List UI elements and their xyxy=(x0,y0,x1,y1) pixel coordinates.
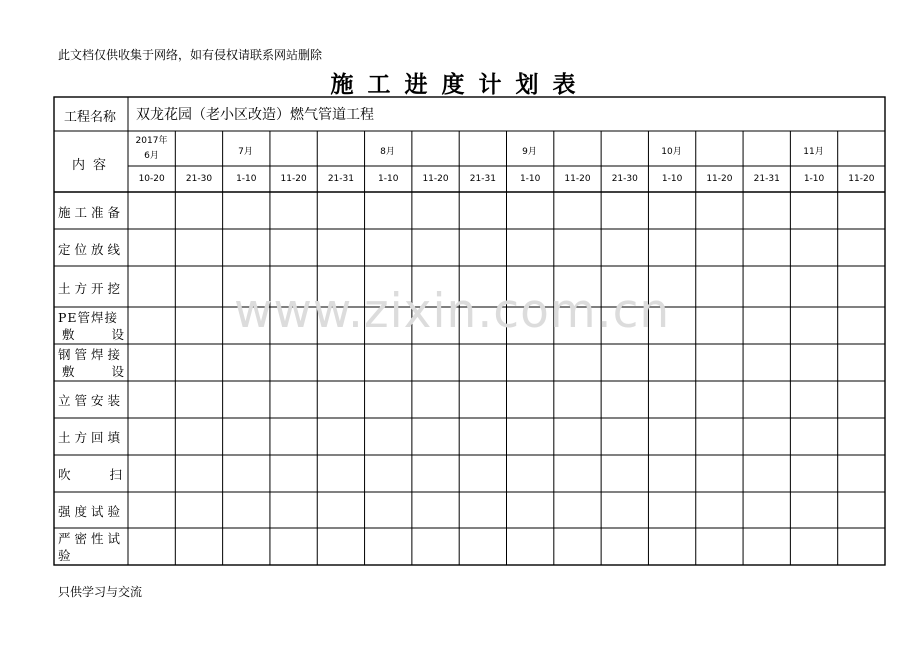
row-label-line: 严密性试 xyxy=(58,531,125,546)
period-header-cell: 21-30 xyxy=(185,174,213,184)
row-label-char: 敷 xyxy=(62,364,75,379)
row-label-line xyxy=(58,326,126,343)
period-header-cell: 21-31 xyxy=(469,174,496,184)
row-label: 土方开挖 xyxy=(58,281,125,296)
page-title: 施工进度计划表 xyxy=(330,71,590,98)
period-header-cell: 11-20 xyxy=(564,174,591,184)
watermark: www.zixin.com.cn xyxy=(234,284,671,339)
row-label: 施工准备 xyxy=(58,205,125,220)
row-label-line: PE管焊接 xyxy=(58,310,119,325)
period-header-cell: 21-31 xyxy=(327,174,354,184)
period-header-cell: 1-10 xyxy=(378,174,399,184)
period-header-cell: 11-20 xyxy=(280,174,307,184)
month-text: 6月 xyxy=(144,151,159,161)
row-label-steel-welding xyxy=(58,346,126,380)
month-header-june xyxy=(128,134,175,164)
period-header-cell: 21-30 xyxy=(611,174,638,184)
content-label: 内容 xyxy=(72,158,115,173)
row-label-char: 设 xyxy=(111,364,124,379)
period-header-cell: 1-10 xyxy=(661,174,683,184)
row-label-char: 敷 xyxy=(62,327,75,342)
row-label-char: 设 xyxy=(111,327,124,342)
row-label-line: 验 xyxy=(58,548,75,563)
project-name: 双龙花园（老小区改造）燃气管道工程 xyxy=(136,107,374,123)
row-label-purge xyxy=(58,465,122,483)
period-header-cell: 10-20 xyxy=(138,174,165,184)
footer-note: 只供学习与交流 xyxy=(58,585,143,599)
row-label: 强度试验 xyxy=(58,504,125,519)
period-header-cell: 11-20 xyxy=(848,174,875,184)
month-header-november: 11月 xyxy=(803,147,824,157)
period-header-cell: 11-20 xyxy=(706,174,733,184)
period-header-cell: 21-31 xyxy=(753,174,780,184)
row-label-char: 扫 xyxy=(109,467,122,482)
period-header-cell: 1-10 xyxy=(236,174,257,184)
row-label-line: 钢管焊接 xyxy=(58,347,125,362)
month-header-september: 9月 xyxy=(522,147,537,157)
row-label: 定位放线 xyxy=(58,242,125,257)
row-label: 土方回填 xyxy=(58,430,125,445)
row-label: 立管安装 xyxy=(58,393,125,408)
month-header-august: 8月 xyxy=(380,147,395,157)
period-header-cell: 1-10 xyxy=(519,174,541,184)
project-label: 工程名称 xyxy=(64,110,117,125)
header-note: 此文档仅供收集于网络，如有侵权请联系网站删除 xyxy=(58,48,323,62)
row-label-tightness-test xyxy=(58,530,126,564)
period-header-cell: 1-10 xyxy=(803,174,825,184)
row-label-line xyxy=(58,363,126,380)
period-header-cell: 11-20 xyxy=(422,174,449,184)
month-header-july: 7月 xyxy=(238,147,253,157)
row-label-pe-welding xyxy=(58,309,126,343)
row-label-char: 吹 xyxy=(58,467,71,482)
month-year-text: 2017年 xyxy=(135,136,168,146)
month-header-october: 10月 xyxy=(661,147,682,157)
